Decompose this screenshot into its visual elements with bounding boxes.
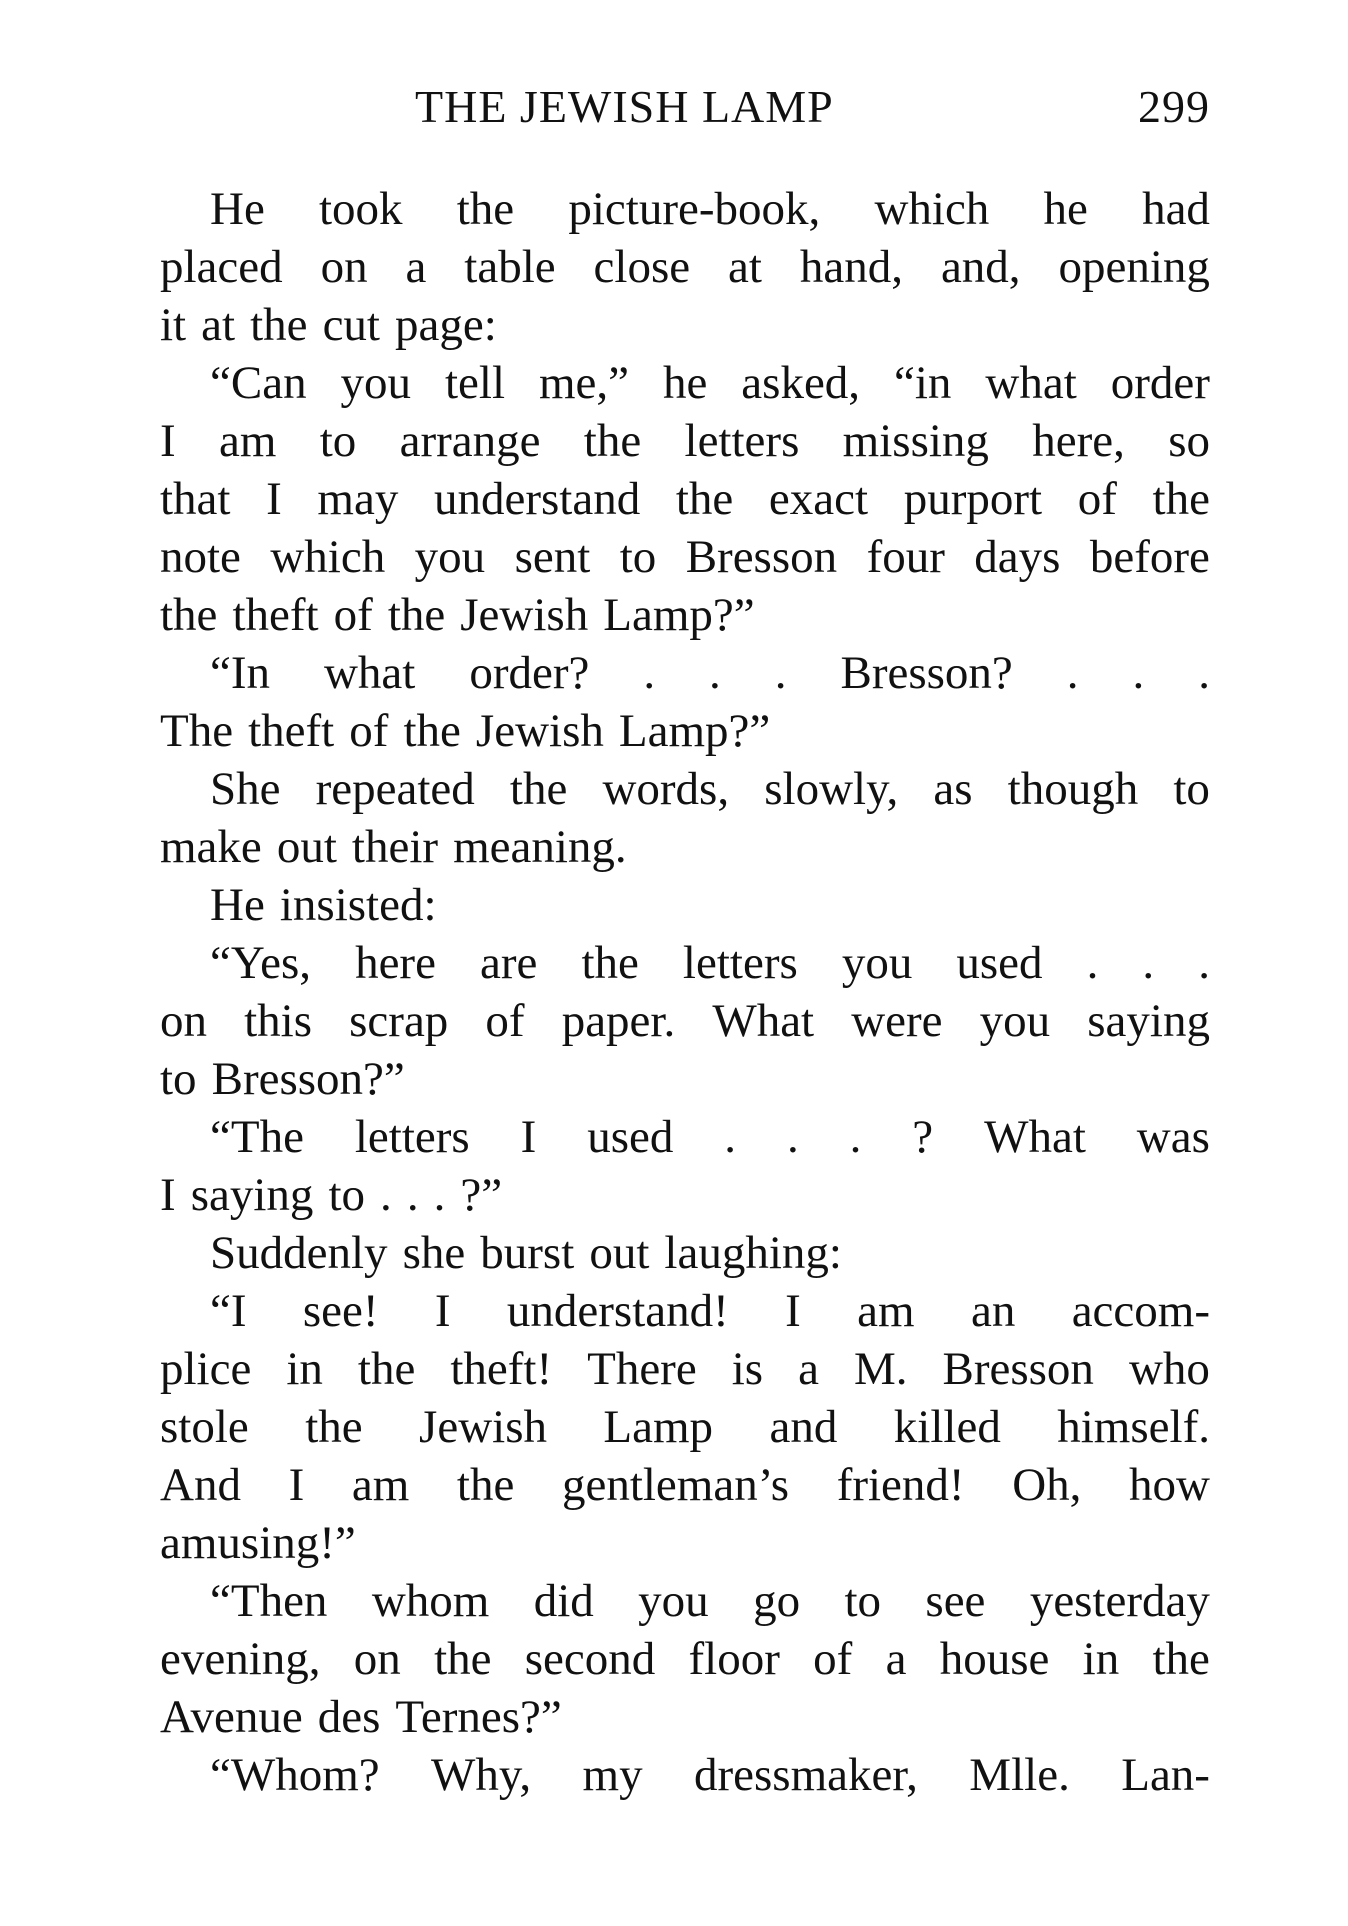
- word: I: [266, 473, 282, 525]
- word: letters: [684, 415, 800, 467]
- word: arrange: [399, 415, 541, 467]
- word: .: [1142, 937, 1155, 989]
- word: Mlle.: [969, 1749, 1070, 1801]
- word: .: [849, 1111, 862, 1163]
- book-page: [160, 70, 1210, 1804]
- word: Bresson: [685, 531, 838, 583]
- word: out: [589, 1227, 650, 1279]
- word: see!: [302, 1285, 379, 1337]
- text-line: [160, 238, 1210, 296]
- text-line: [160, 702, 1210, 760]
- word: the: [1152, 1633, 1210, 1685]
- word: to: [160, 1053, 197, 1105]
- word: order: [1110, 357, 1210, 409]
- word: the: [434, 1633, 492, 1685]
- word: “The: [210, 1111, 304, 1163]
- word: Lamp?”: [618, 705, 771, 757]
- text-line: [160, 644, 1210, 702]
- word: and,: [940, 241, 1021, 293]
- word: what: [985, 357, 1077, 409]
- text-line: [160, 1456, 1210, 1514]
- word: cut: [322, 299, 380, 351]
- word: the: [357, 1343, 416, 1395]
- word: letters: [354, 1111, 470, 1163]
- word: so: [1168, 415, 1210, 467]
- word: did: [533, 1575, 594, 1627]
- word: sent: [514, 531, 591, 583]
- text-line: [160, 412, 1210, 470]
- word: the: [160, 589, 218, 641]
- word: were: [851, 995, 943, 1047]
- word: killed: [893, 1401, 1001, 1453]
- word: .: [786, 1111, 799, 1163]
- word: asked,: [741, 357, 861, 409]
- word: theft: [248, 705, 335, 757]
- word: of: [333, 589, 373, 641]
- word: .: [774, 647, 787, 699]
- word: Why,: [431, 1749, 532, 1801]
- word: the: [1152, 473, 1210, 525]
- word: tell: [444, 357, 506, 409]
- word: plice: [160, 1343, 252, 1395]
- word: house: [939, 1633, 1050, 1685]
- word: accom-: [1071, 1285, 1210, 1337]
- word: missing: [842, 415, 989, 467]
- word: in: [286, 1343, 323, 1395]
- word: which: [270, 531, 386, 583]
- word: a: [885, 1633, 907, 1685]
- word: on: [320, 241, 368, 293]
- word: days: [974, 531, 1061, 583]
- word: is: [731, 1343, 764, 1395]
- word: Bresson?”: [211, 1053, 405, 1105]
- word: The: [160, 705, 234, 757]
- word: out: [276, 821, 337, 873]
- word: “Whom?: [210, 1749, 380, 1801]
- word: that: [160, 473, 231, 525]
- word: in: [1082, 1633, 1120, 1685]
- word: Suddenly: [210, 1227, 388, 1279]
- word: the: [583, 415, 642, 467]
- word: are: [480, 937, 538, 989]
- word: There: [587, 1343, 697, 1395]
- word: to: [328, 1169, 365, 1221]
- word: to: [844, 1575, 882, 1627]
- word: table: [464, 241, 556, 293]
- word: meaning.: [453, 821, 627, 873]
- text-line: [160, 354, 1210, 412]
- word: .: [1132, 647, 1145, 699]
- word: and: [769, 1401, 838, 1453]
- body-text: [160, 180, 1210, 1804]
- word: amusing!”: [160, 1517, 356, 1569]
- word: He: [210, 183, 265, 235]
- word: floor: [688, 1633, 780, 1685]
- word: .: [643, 647, 656, 699]
- word: was: [1136, 1111, 1210, 1163]
- word: am: [218, 415, 277, 467]
- word: to: [1173, 763, 1210, 815]
- word: purport: [903, 473, 1043, 525]
- text-line: [160, 1050, 1210, 1108]
- word: Oh,: [1012, 1459, 1082, 1511]
- word: Ternes?”: [395, 1691, 562, 1743]
- word: used: [956, 937, 1043, 989]
- word: before: [1089, 531, 1210, 583]
- word: whom: [371, 1575, 490, 1627]
- word: the: [509, 763, 568, 815]
- text-line: [160, 1630, 1210, 1688]
- word: used: [587, 1111, 674, 1163]
- word: though: [1007, 763, 1139, 815]
- text-line: [160, 470, 1210, 528]
- text-line: [160, 180, 1210, 238]
- word: at: [201, 299, 236, 351]
- word: burst: [480, 1227, 575, 1279]
- word: Avenue: [160, 1691, 303, 1743]
- word: laughing:: [664, 1227, 842, 1279]
- word: note: [160, 531, 241, 583]
- word: you: [414, 531, 486, 583]
- word: the: [675, 473, 734, 525]
- word: friend!: [836, 1459, 965, 1511]
- word: a: [405, 241, 427, 293]
- text-line: [160, 818, 1210, 876]
- text-line: [160, 1746, 1210, 1804]
- word: as: [933, 763, 973, 815]
- text-line: [160, 528, 1210, 586]
- page-number: 299: [1138, 81, 1210, 132]
- word: picture-book,: [568, 183, 821, 235]
- word: .: [406, 1169, 419, 1221]
- word: des: [317, 1691, 381, 1743]
- word: himself.: [1057, 1401, 1210, 1453]
- text-line: [160, 1282, 1210, 1340]
- word: I: [520, 1111, 537, 1163]
- word: this: [244, 995, 313, 1047]
- word: .: [1086, 937, 1099, 989]
- word: you: [638, 1575, 709, 1627]
- text-line: [160, 1688, 1210, 1746]
- word: .: [433, 1169, 446, 1221]
- text-line: [160, 1166, 1210, 1224]
- word: yesterday: [1029, 1575, 1210, 1627]
- word: “in: [894, 357, 952, 409]
- word: am: [857, 1285, 915, 1337]
- text-line: [160, 586, 1210, 644]
- word: here,: [1032, 415, 1125, 467]
- word: the: [250, 299, 308, 351]
- word: scrap: [349, 995, 449, 1047]
- word: order?: [469, 647, 590, 699]
- word: four: [866, 531, 945, 583]
- word: you: [979, 995, 1051, 1047]
- word: “In: [210, 647, 271, 699]
- word: which: [874, 183, 990, 235]
- word: it: [160, 299, 187, 351]
- word: she: [402, 1227, 466, 1279]
- word: make: [160, 821, 262, 873]
- word: of: [813, 1633, 853, 1685]
- word: dressmaker,: [693, 1749, 918, 1801]
- word: insisted:: [279, 879, 437, 931]
- word: theft: [232, 589, 319, 641]
- text-line: [160, 876, 1210, 934]
- word: the: [403, 705, 461, 757]
- word: words,: [602, 763, 730, 815]
- word: letters: [682, 937, 798, 989]
- text-line: [160, 934, 1210, 992]
- word: ?”: [460, 1169, 503, 1221]
- text-line: [160, 1572, 1210, 1630]
- word: second: [524, 1633, 656, 1685]
- word: how: [1129, 1459, 1210, 1511]
- word: saying: [190, 1169, 314, 1221]
- word: I: [160, 415, 176, 467]
- word: I: [160, 1169, 176, 1221]
- word: What: [712, 995, 815, 1047]
- word: M.: [853, 1343, 908, 1395]
- word: placed: [160, 241, 283, 293]
- word: What: [984, 1111, 1086, 1163]
- word: the: [387, 589, 446, 641]
- word: .: [709, 647, 721, 699]
- word: am: [351, 1459, 410, 1511]
- word: of: [485, 995, 525, 1047]
- word: I: [434, 1285, 451, 1337]
- word: She: [210, 763, 281, 815]
- word: saying: [1087, 995, 1210, 1047]
- word: at: [728, 241, 762, 293]
- word: He: [210, 879, 265, 931]
- text-line: [160, 1224, 1210, 1282]
- word: ?: [912, 1111, 934, 1163]
- word: Bresson?: [840, 647, 1013, 699]
- word: took: [319, 183, 403, 235]
- word: on: [353, 1633, 401, 1685]
- word: “I: [210, 1285, 247, 1337]
- word: close: [593, 241, 691, 293]
- word: of: [1077, 473, 1117, 525]
- word: hand,: [799, 241, 904, 293]
- word: a: [798, 1343, 819, 1395]
- word: Bresson: [942, 1343, 1094, 1395]
- word: Lamp: [603, 1401, 714, 1453]
- word: the: [305, 1401, 363, 1453]
- word: repeated: [315, 763, 475, 815]
- text-line: [160, 296, 1210, 354]
- running-title: THE JEWISH LAMP: [415, 81, 834, 132]
- word: of: [349, 705, 389, 757]
- word: who: [1128, 1343, 1210, 1395]
- word: “Then: [210, 1575, 328, 1627]
- word: go: [753, 1575, 801, 1627]
- word: had: [1142, 183, 1210, 235]
- word: .: [724, 1111, 737, 1163]
- word: their: [351, 821, 439, 873]
- word: opening: [1058, 241, 1210, 293]
- word: theft!: [450, 1343, 553, 1395]
- word: you: [841, 937, 913, 989]
- word: “Yes,: [210, 937, 311, 989]
- word: slowly,: [764, 763, 899, 815]
- word: you: [340, 357, 412, 409]
- word: Lamp?”: [603, 589, 755, 641]
- word: Lan-: [1121, 1749, 1210, 1801]
- word: what: [323, 647, 416, 699]
- word: .: [1198, 647, 1210, 699]
- text-line: [160, 992, 1210, 1050]
- word: “Can: [210, 357, 307, 409]
- word: on: [160, 995, 207, 1047]
- word: see: [925, 1575, 986, 1627]
- word: he: [662, 357, 708, 409]
- word: he: [1043, 183, 1088, 235]
- word: paper.: [561, 995, 676, 1047]
- word: .: [380, 1169, 392, 1221]
- word: to: [319, 415, 357, 467]
- word: I: [785, 1285, 801, 1337]
- text-line: [160, 1514, 1210, 1572]
- word: here: [355, 937, 436, 989]
- word: the: [456, 183, 515, 235]
- word: stole: [160, 1401, 249, 1453]
- word: gentleman’s: [561, 1459, 790, 1511]
- text-line: [160, 1340, 1210, 1398]
- word: Jewish: [460, 589, 589, 641]
- text-line: [160, 1398, 1210, 1456]
- word: to: [619, 531, 657, 583]
- word: Jewish: [419, 1401, 547, 1453]
- word: the: [581, 937, 639, 989]
- word: understand!: [506, 1285, 729, 1337]
- text-line: [160, 1108, 1210, 1166]
- text-line: [160, 760, 1210, 818]
- word: page:: [395, 299, 497, 351]
- word: understand: [433, 473, 641, 525]
- word: I: [288, 1459, 305, 1511]
- word: And: [160, 1459, 241, 1511]
- word: the: [456, 1459, 515, 1511]
- word: Jewish: [475, 705, 604, 757]
- word: exact: [768, 473, 869, 525]
- word: my: [582, 1749, 643, 1801]
- word: me,”: [538, 357, 630, 409]
- word: .: [1198, 937, 1210, 989]
- word: .: [1066, 647, 1079, 699]
- running-head: [160, 70, 1210, 150]
- word: may: [317, 473, 399, 525]
- word: evening,: [160, 1633, 321, 1685]
- word: an: [970, 1285, 1016, 1337]
